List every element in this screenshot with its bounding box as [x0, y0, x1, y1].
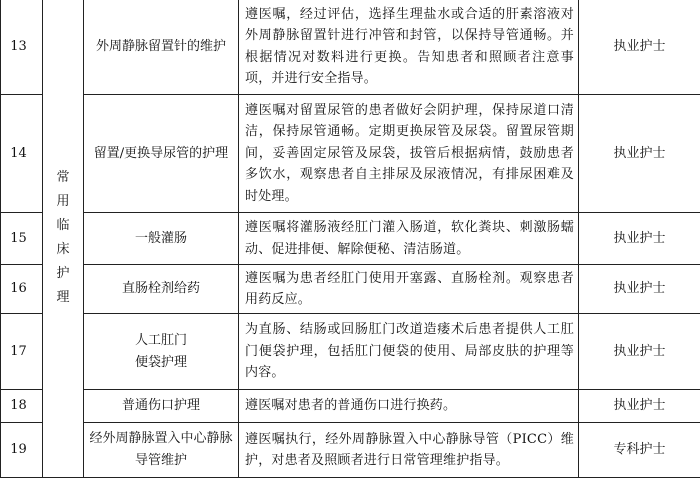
item-description: 遵医嘱对留置尿管的患者做好会阴护理，保持尿道口清洁，保持尿管通畅。定期更换尿管及尿袋。留置尿管期间，妥善固定尿管及尿袋，拔管后根据病情，鼓励患者多饮水，观察患者自主排尿及尿液情况，有排尿困难及时处理。	[239, 95, 579, 213]
row-number: 14	[1, 95, 43, 213]
row-number: 19	[1, 423, 43, 478]
item-name: 普通伤口护理	[84, 390, 239, 423]
staff-role: 执业护士	[579, 314, 700, 390]
row-number: 13	[1, 0, 43, 95]
item-name	[84, 314, 239, 390]
item-name	[84, 423, 239, 478]
staff-role: 执业护士	[579, 0, 700, 95]
table-row	[1, 95, 700, 213]
item-name-line: 便袋护理	[88, 352, 234, 374]
item-name-line: 经外周静脉置入中心静脉	[88, 428, 234, 450]
item-description: 为直肠、结肠或回肠肛门改道造瘘术后患者提供人工肛门便袋护理，包括肛门便袋的使用、局部皮肤的护理等内容。	[239, 314, 579, 390]
row-number: 18	[1, 390, 43, 423]
item-name: 直肠栓剂给药	[84, 265, 239, 314]
table-row	[1, 265, 700, 314]
row-number: 15	[1, 213, 43, 265]
table-row	[1, 390, 700, 423]
item-name: 一般灌肠	[84, 213, 239, 265]
item-description: 遵医嘱对患者的普通伤口进行换药。	[239, 390, 579, 423]
staff-role: 执业护士	[579, 390, 700, 423]
table-row	[1, 0, 700, 95]
item-name-line: 人工肛门	[88, 330, 234, 352]
staff-role: 执业护士	[579, 213, 700, 265]
item-name: 外周静脉留置针的维护	[84, 0, 239, 95]
item-description: 遵医嘱为患者经肛门使用开塞露、直肠栓剂。观察患者用药反应。	[239, 265, 579, 314]
staff-role: 专科护士	[579, 423, 700, 478]
table-row	[1, 213, 700, 265]
item-description: 遵医嘱，经过评估，选择生理盐水或合适的肝素溶液对外周静脉留置针进行冲管和封管，以保持导管通畅。并根据情况对数料进行更换。告知患者和照顾者注意事项，并进行安全指导。	[239, 0, 579, 95]
item-description: 遵医嘱将灌肠液经肛门灌入肠道，软化粪块、刺激肠蠕动、促进排便、解除便秘、清洁肠道。	[239, 213, 579, 265]
row-number: 16	[1, 265, 43, 314]
table-row	[1, 423, 700, 478]
table-row	[1, 314, 700, 390]
staff-role: 执业护士	[579, 95, 700, 213]
item-description: 遵医嘱执行，经外周静脉置入中心静脉导管（PICC）维护，对患者及照顾者进行日常管理维护指导。	[239, 423, 579, 478]
item-name: 留置/更换导尿管的护理	[84, 95, 239, 213]
category-cell: 常用临床护理	[43, 0, 84, 478]
item-name-line: 导管维护	[88, 450, 234, 472]
staff-role: 执业护士	[579, 265, 700, 314]
row-number: 17	[1, 314, 43, 390]
